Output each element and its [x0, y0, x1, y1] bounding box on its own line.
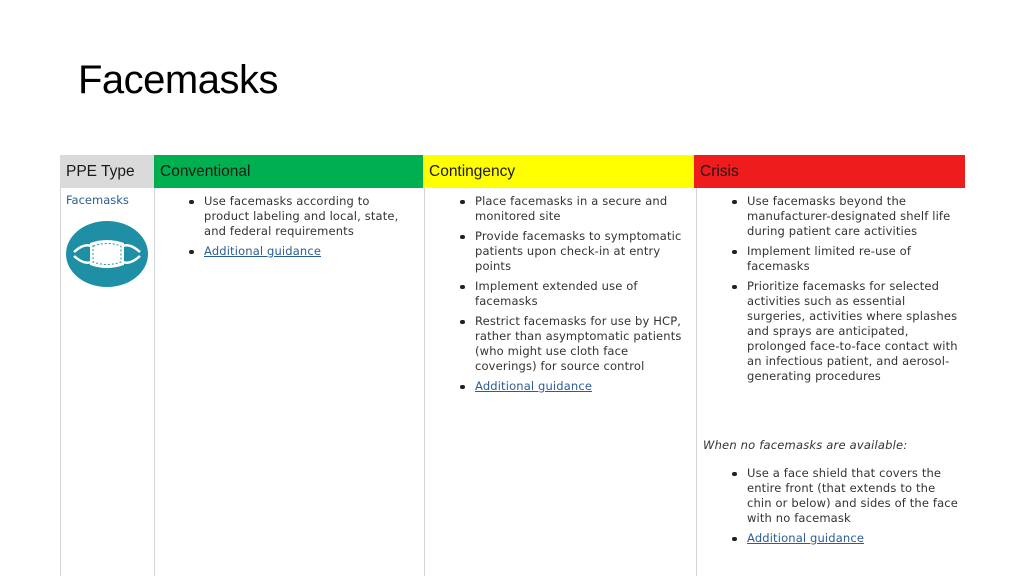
list-item: Implement extended use of facemasks	[457, 279, 689, 309]
header-crisis: Crisis	[694, 155, 965, 188]
facemask-icon	[66, 221, 148, 287]
list-item	[729, 531, 959, 546]
list-item: Use facemasks beyond the manufacturer-designated shelf life during patient care activities	[729, 194, 959, 239]
ppe-type-name: Facemasks	[66, 193, 129, 207]
list-item: Restrict facemasks for use by HCP, rather than asymptomatic patients (who might use cloth face coverings) for source control	[457, 314, 689, 374]
additional-guidance-link[interactable]: Additional guidance	[204, 244, 322, 258]
header-ppe-type: PPE Type	[60, 155, 154, 188]
list-item	[457, 379, 689, 394]
list-item: Use facemasks according to product labeling and local, state, and federal requirements	[186, 194, 414, 239]
contingency-list	[457, 194, 689, 399]
list-item	[186, 244, 414, 259]
conventional-list	[186, 194, 414, 264]
list-item: Use a face shield that covers the entire front (that extends to the chin or below) and sides of the face with no facemask	[729, 466, 959, 526]
crisis-note: When no facemasks are available:	[703, 438, 908, 452]
column-divider	[154, 188, 155, 576]
additional-guidance-link[interactable]: Additional guidance	[747, 531, 865, 545]
column-divider	[696, 188, 697, 576]
crisis-no-mask-list	[729, 466, 959, 551]
additional-guidance-link[interactable]: Additional guidance	[475, 379, 593, 393]
list-item: Provide facemasks to symptomatic patients upon check-in at entry points	[457, 229, 689, 274]
column-divider	[60, 188, 61, 576]
list-item: Place facemasks in a secure and monitored site	[457, 194, 689, 224]
slide-title: Facemasks	[78, 58, 278, 102]
header-conventional: Conventional	[154, 155, 423, 188]
crisis-list	[729, 194, 959, 389]
ppe-strategy-table	[60, 155, 965, 576]
list-item: Prioritize facemasks for selected activities such as essential surgeries, activities where splashes and sprays are anticipated, prolonged face-to-face contact with an infectious patient, and aerosol-generating procedures	[729, 279, 959, 384]
header-contingency: Contingency	[423, 155, 694, 188]
list-item: Implement limited re-use of facemasks	[729, 244, 959, 274]
column-divider	[424, 188, 425, 576]
